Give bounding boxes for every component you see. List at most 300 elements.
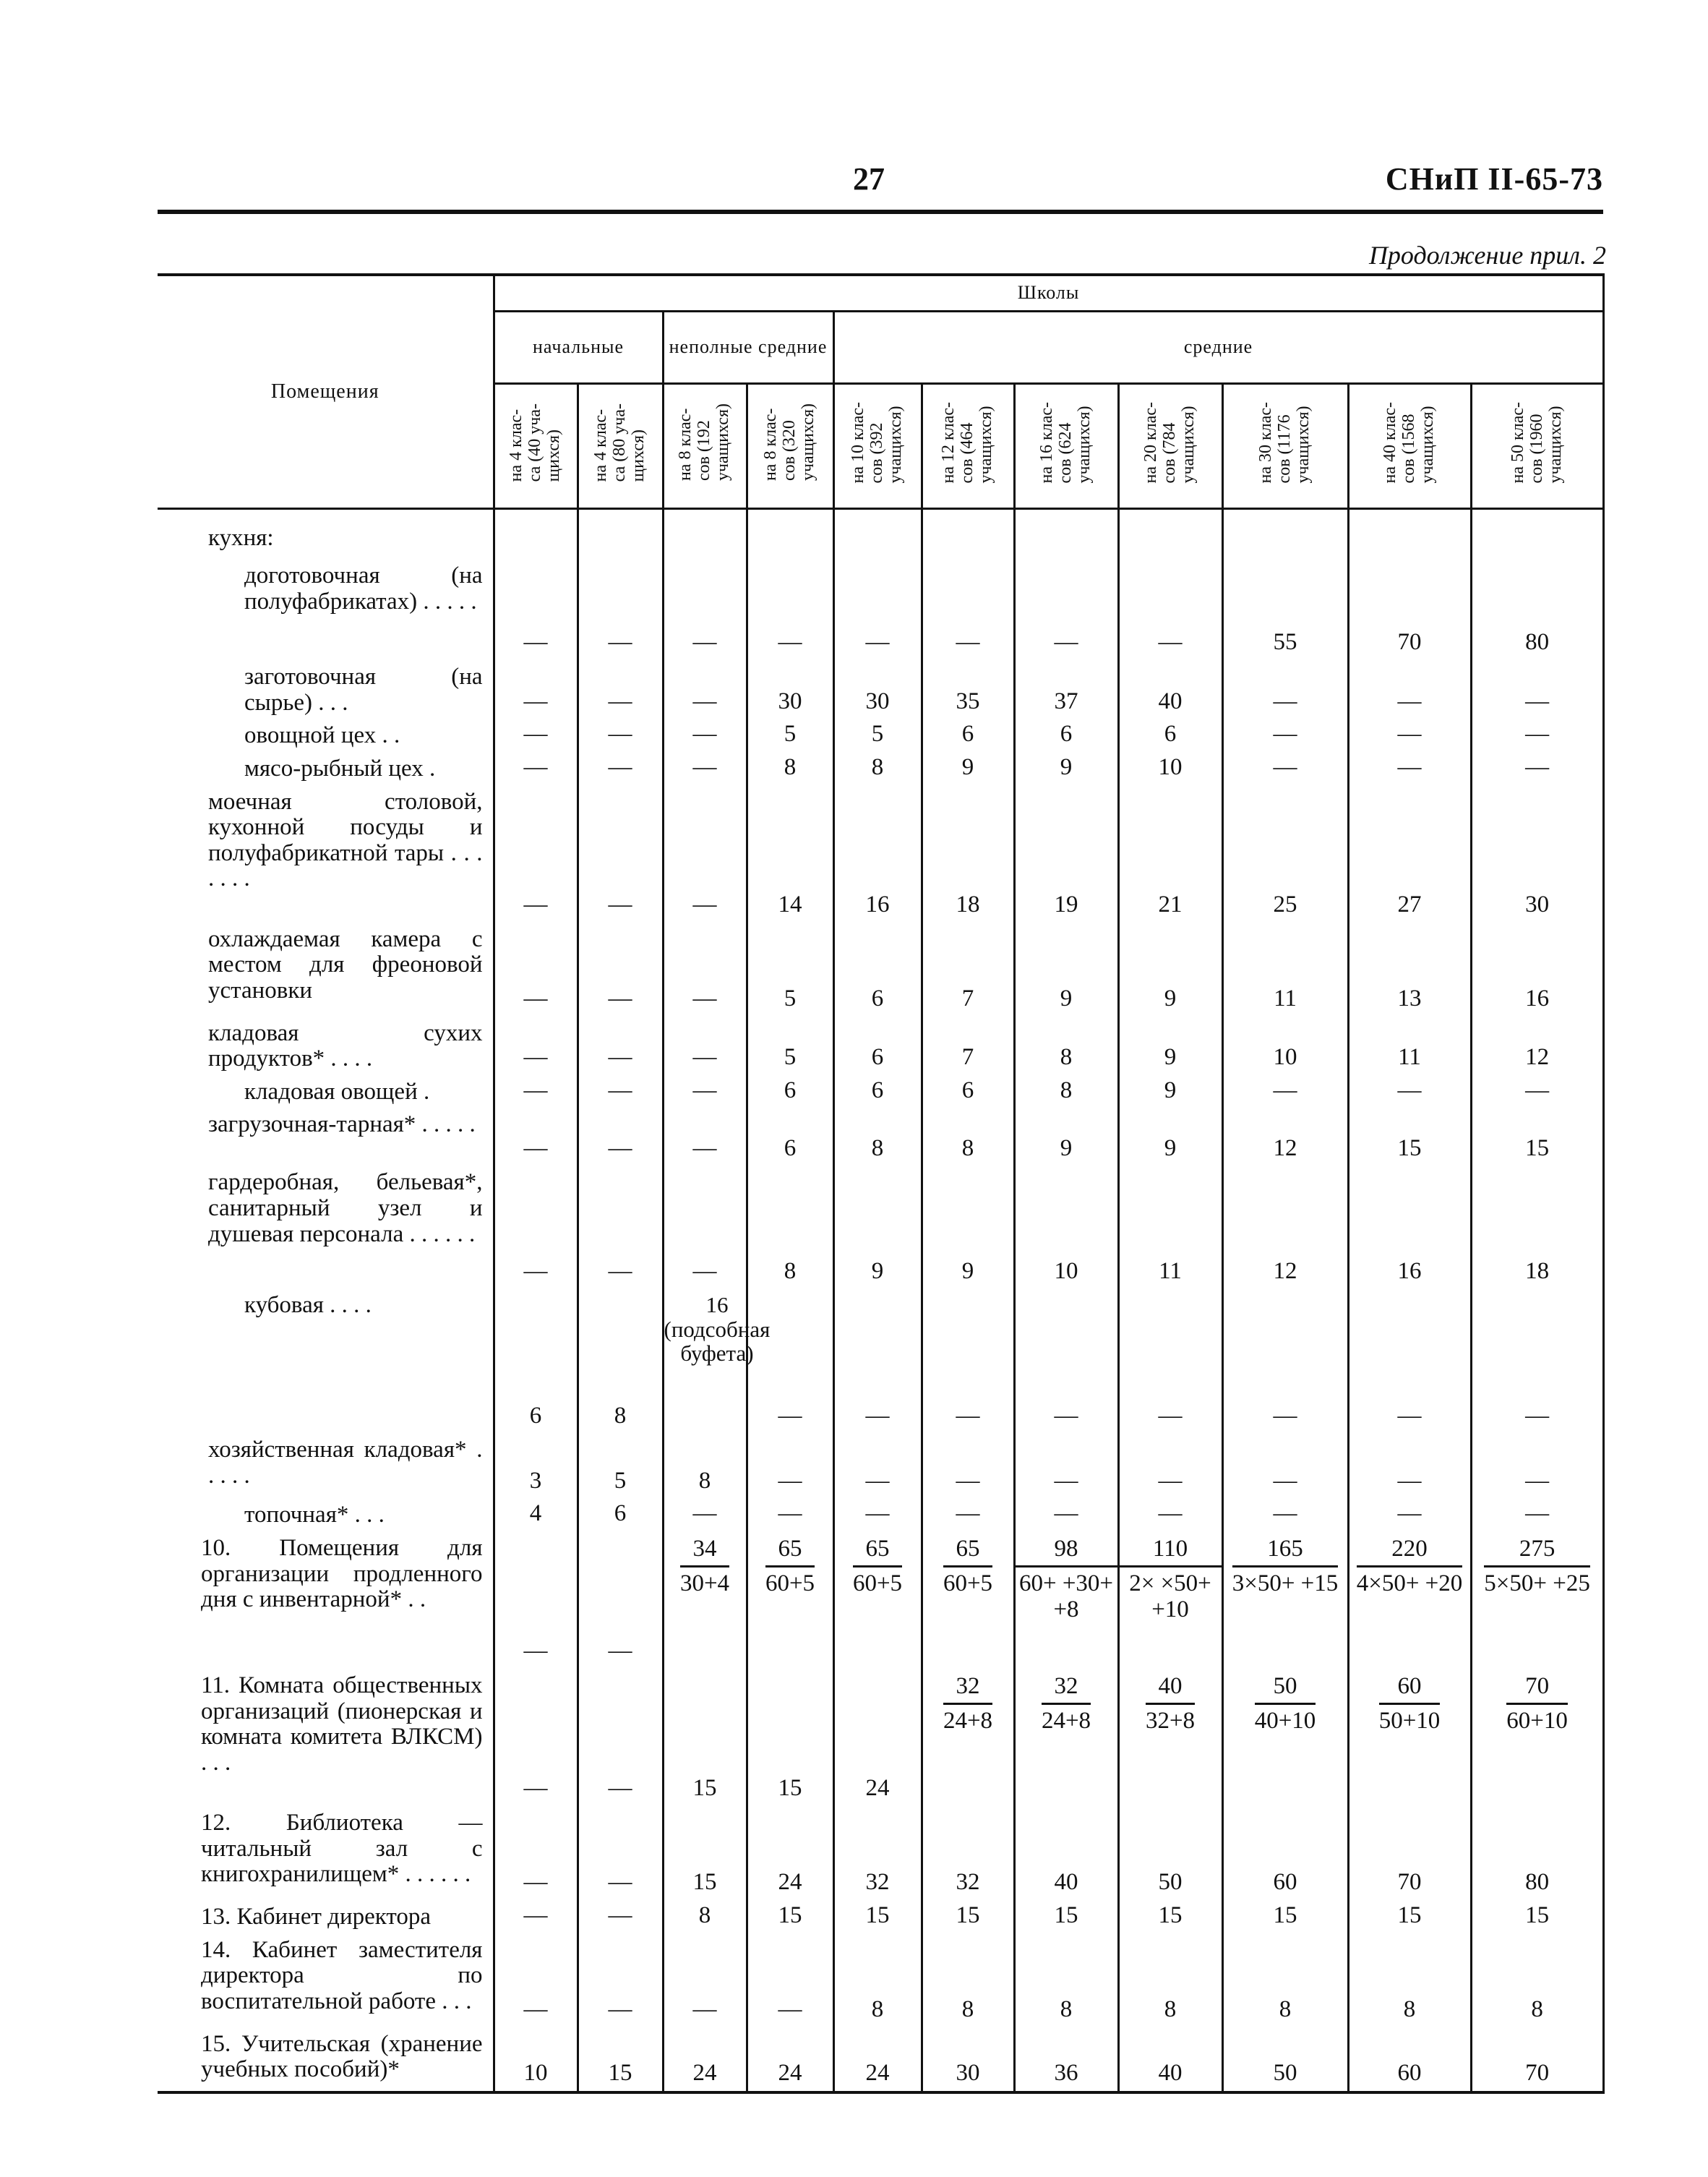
room-name: 10. Помещения для организации продленного дня с инвентарной* . . bbox=[158, 1531, 494, 1669]
fraction-numerator: 32 bbox=[943, 1673, 992, 1705]
value-cell bbox=[578, 1166, 663, 1288]
value-cell bbox=[747, 559, 833, 660]
table-row bbox=[158, 1017, 1603, 1075]
value-text: 4 bbox=[529, 1500, 542, 1527]
column-header-label: на 40 клас- сов (1568 учащихся) bbox=[1381, 401, 1437, 484]
value-text: 25 bbox=[1273, 891, 1297, 918]
value-cell bbox=[578, 1806, 663, 1900]
value-text: 40 bbox=[1054, 1869, 1078, 1896]
fraction-value bbox=[1016, 1536, 1117, 1626]
value-text: 16 bbox=[865, 891, 890, 918]
value-text: 12 bbox=[1525, 1044, 1550, 1071]
value-text: — bbox=[608, 1996, 632, 2022]
value-text: 8 bbox=[1060, 1996, 1073, 2022]
value-cell bbox=[494, 1288, 578, 1433]
table-row bbox=[158, 1806, 1603, 1900]
value-cell bbox=[663, 559, 747, 660]
value-cell bbox=[1222, 1108, 1348, 1166]
room-name: топочная* . . . bbox=[158, 1498, 494, 1531]
table-row bbox=[158, 660, 1603, 719]
value-cell bbox=[1118, 1498, 1222, 1531]
value-cell bbox=[578, 1669, 663, 1806]
value-cell bbox=[663, 1806, 747, 1900]
value-text: 8 bbox=[871, 1996, 884, 2022]
value-cell bbox=[494, 1498, 578, 1531]
value-cell bbox=[1348, 785, 1471, 923]
value-text: 6 bbox=[1164, 721, 1177, 748]
table-row bbox=[158, 1166, 1603, 1288]
value-cell bbox=[1118, 752, 1222, 785]
value-text: 11 bbox=[1274, 985, 1297, 1011]
value-cell bbox=[578, 1075, 663, 1108]
value-text: — bbox=[956, 1402, 980, 1429]
room-name: моечная столовой, кухонной посуды и полуфабрикатной тары . . . . . . . bbox=[158, 785, 494, 923]
value-text: 60 bbox=[1397, 2060, 1422, 2086]
fraction-denominator: 50+10 bbox=[1378, 1708, 1441, 1734]
value-text: 32 bbox=[956, 1869, 980, 1896]
value-text: 30 bbox=[1525, 891, 1550, 918]
value-cell bbox=[663, 508, 747, 559]
value-cell bbox=[1348, 2027, 1471, 2092]
room-name: 11. Комната общественных организаций (пионерская и комната комитета ВЛКСМ) . . . bbox=[158, 1669, 494, 1806]
value-text: 8 bbox=[1403, 1996, 1416, 2022]
value-text: — bbox=[692, 985, 717, 1011]
value-cell bbox=[922, 1433, 1014, 1498]
column-header bbox=[922, 383, 1014, 508]
value-cell bbox=[578, 1433, 663, 1498]
value-text: — bbox=[1273, 1500, 1297, 1527]
value-text: — bbox=[1525, 1467, 1550, 1494]
value-cell bbox=[663, 923, 747, 1017]
value-text: 9 bbox=[961, 753, 974, 780]
value-text: — bbox=[692, 1134, 717, 1161]
value-text: 7 bbox=[961, 985, 974, 1011]
value-cell bbox=[833, 719, 922, 752]
room-name: мясо-рыбный цех . bbox=[158, 752, 494, 785]
value-text: — bbox=[608, 1134, 632, 1161]
page-header bbox=[158, 161, 1603, 204]
value-text: 11 bbox=[1398, 1044, 1421, 1071]
value-text: 15 bbox=[778, 1902, 802, 1928]
column-header-label: на 12 клас- сов (464 учащихся) bbox=[939, 401, 995, 484]
value-text: 15 bbox=[1054, 1902, 1078, 1928]
value-cell bbox=[922, 1900, 1014, 1933]
value-cell bbox=[494, 660, 578, 719]
value-text: — bbox=[608, 1638, 632, 1664]
value-cell bbox=[578, 660, 663, 719]
value-cell bbox=[1471, 1900, 1603, 1933]
value-cell bbox=[494, 1433, 578, 1498]
value-cell bbox=[922, 1108, 1014, 1166]
value-cell bbox=[1118, 559, 1222, 660]
value-text: — bbox=[692, 753, 717, 780]
value-text: — bbox=[608, 1257, 632, 1284]
rooms-table bbox=[158, 273, 1605, 2094]
value-cell bbox=[1014, 508, 1118, 559]
fraction-denominator: 60+10 bbox=[1506, 1708, 1568, 1734]
value-text: — bbox=[523, 1257, 548, 1284]
value-cell bbox=[1222, 1531, 1348, 1669]
table-row bbox=[158, 559, 1603, 660]
fraction-numerator: 60 bbox=[1379, 1673, 1441, 1705]
value-text: 8 bbox=[784, 1257, 797, 1284]
value-text: 30 bbox=[956, 2060, 980, 2086]
value-cell bbox=[1118, 1806, 1222, 1900]
fraction-value bbox=[765, 1536, 815, 1599]
value-cell bbox=[833, 1288, 922, 1433]
value-text: — bbox=[1273, 1077, 1297, 1103]
value-text: 10 bbox=[1054, 1257, 1078, 1284]
value-cell bbox=[663, 1288, 771, 1433]
value-cell bbox=[1014, 1669, 1118, 1806]
value-text: — bbox=[1273, 688, 1297, 714]
room-name: 13. Кабинет директора bbox=[158, 1900, 494, 1933]
value-cell bbox=[1348, 1669, 1471, 1806]
value-cell bbox=[1471, 1288, 1603, 1433]
fraction-value bbox=[1379, 1673, 1441, 1737]
value-cell bbox=[833, 1900, 922, 1933]
value-cell bbox=[1222, 508, 1348, 559]
value-cell bbox=[747, 1933, 833, 2027]
column-header-label: на 10 клас- сов (392 учащихся) bbox=[849, 401, 905, 484]
value-text: — bbox=[778, 1996, 802, 2022]
value-text: 15 bbox=[1525, 1902, 1550, 1928]
value-cell bbox=[663, 1531, 747, 1669]
fraction-value bbox=[1232, 1536, 1339, 1599]
fraction-denominator: 30+4 bbox=[679, 1570, 730, 1596]
value-cell bbox=[1118, 719, 1222, 752]
fraction-value bbox=[1357, 1536, 1463, 1599]
value-cell bbox=[747, 1806, 833, 1900]
column-header bbox=[1014, 383, 1118, 508]
value-text: — bbox=[608, 891, 632, 918]
value-cell bbox=[578, 1498, 663, 1531]
fraction-numerator: 50 bbox=[1255, 1673, 1316, 1705]
value-cell bbox=[663, 1075, 747, 1108]
value-text: 24 bbox=[778, 2060, 802, 2086]
value-text: — bbox=[778, 1402, 802, 1429]
room-name: кладовая овощей . bbox=[158, 1075, 494, 1108]
column-header-label: на 4 клас- са (80 уча- щихся) bbox=[591, 403, 648, 482]
value-text: 8 bbox=[1531, 1996, 1543, 2022]
fraction-denominator: 5×50+ +25 bbox=[1484, 1570, 1590, 1596]
value-cell bbox=[1471, 1531, 1603, 1669]
value-text: — bbox=[1397, 1500, 1422, 1527]
value-cell bbox=[747, 923, 833, 1017]
room-name: 14. Кабинет заместителя директора по воспитательной работе . . . bbox=[158, 1933, 494, 2027]
fraction-denominator: 60+5 bbox=[765, 1570, 815, 1596]
column-header-label: на 20 клас- сов (784 учащихся) bbox=[1141, 401, 1198, 484]
value-text: — bbox=[1525, 1500, 1550, 1527]
value-cell bbox=[1014, 719, 1118, 752]
value-text: — bbox=[608, 688, 632, 714]
table-row bbox=[158, 1531, 1603, 1669]
value-text: — bbox=[1397, 721, 1422, 748]
value-cell bbox=[1471, 785, 1603, 923]
value-cell bbox=[578, 785, 663, 923]
value-cell bbox=[1471, 1075, 1603, 1108]
value-text: — bbox=[608, 1902, 632, 1928]
value-text: — bbox=[692, 1077, 717, 1103]
value-cell bbox=[833, 2027, 922, 2092]
value-text: 27 bbox=[1397, 891, 1422, 918]
value-cell bbox=[578, 1933, 663, 2027]
value-cell bbox=[494, 1017, 578, 1075]
value-cell bbox=[1348, 559, 1471, 660]
value-text: 6 bbox=[784, 1134, 797, 1161]
value-text: 9 bbox=[1164, 1044, 1177, 1071]
fraction-value bbox=[1146, 1673, 1195, 1737]
value-cell bbox=[1348, 1108, 1471, 1166]
value-cell bbox=[747, 1669, 833, 1806]
value-cell bbox=[747, 785, 833, 923]
value-cell bbox=[1222, 559, 1348, 660]
table-row bbox=[158, 1075, 1603, 1108]
value-cell bbox=[1014, 660, 1118, 719]
value-text: 15 bbox=[1397, 1134, 1422, 1161]
fraction-numerator: 34 bbox=[680, 1536, 729, 1567]
value-text: — bbox=[608, 985, 632, 1011]
value-cell bbox=[494, 785, 578, 923]
table-row bbox=[158, 1498, 1603, 1531]
value-cell bbox=[747, 1433, 833, 1498]
value-cell bbox=[1471, 1017, 1603, 1075]
value-text: 6 bbox=[871, 985, 884, 1011]
value-cell bbox=[494, 1806, 578, 1900]
value-text: 40 bbox=[1158, 688, 1183, 714]
value-text: 8 bbox=[1060, 1077, 1073, 1103]
value-text: 24 bbox=[865, 2060, 890, 2086]
value-text: 9 bbox=[1060, 753, 1073, 780]
page-number: 27 bbox=[853, 161, 885, 197]
value-text: — bbox=[1158, 1402, 1183, 1429]
value-text: — bbox=[1397, 1402, 1422, 1429]
value-text: 15 bbox=[692, 1775, 717, 1802]
fraction-denominator: 32+8 bbox=[1145, 1708, 1196, 1734]
value-text: — bbox=[1525, 1402, 1550, 1429]
value-cell bbox=[1118, 1900, 1222, 1933]
value-text: — bbox=[1397, 1077, 1422, 1103]
value-cell bbox=[494, 752, 578, 785]
value-text: 9 bbox=[961, 1257, 974, 1284]
value-cell bbox=[833, 1531, 922, 1669]
value-cell bbox=[922, 1166, 1014, 1288]
fraction-value bbox=[853, 1536, 902, 1599]
fraction-denominator: 24+8 bbox=[1041, 1708, 1091, 1734]
fraction-value bbox=[1120, 1536, 1222, 1626]
value-cell bbox=[1471, 1166, 1603, 1288]
value-text: — bbox=[692, 1500, 717, 1527]
value-text: — bbox=[865, 629, 890, 656]
column-header-label: на 4 клас- са (40 уча- щихся) bbox=[507, 403, 563, 482]
value-text: — bbox=[692, 629, 717, 656]
value-text: 8 bbox=[1279, 1996, 1292, 2022]
column-header-label: на 50 клас- сов (1960 учащихся) bbox=[1508, 401, 1565, 484]
value-cell bbox=[747, 1166, 833, 1288]
value-cell bbox=[1118, 1531, 1222, 1669]
value-text: 8 bbox=[614, 1402, 627, 1429]
value-text: — bbox=[523, 753, 548, 780]
value-text: 5 bbox=[784, 985, 797, 1011]
value-cell bbox=[922, 660, 1014, 719]
value-cell bbox=[1014, 559, 1118, 660]
value-cell bbox=[922, 719, 1014, 752]
value-cell bbox=[1014, 785, 1118, 923]
value-cell bbox=[747, 1900, 833, 1933]
value-text: 8 bbox=[784, 753, 797, 780]
value-cell bbox=[1471, 719, 1603, 752]
column-header-label: на 8 клас- сов (192 учащихся) bbox=[676, 403, 732, 482]
value-cell bbox=[1222, 1017, 1348, 1075]
value-text: — bbox=[778, 1500, 802, 1527]
value-cell bbox=[578, 508, 663, 559]
value-text: — bbox=[523, 985, 548, 1011]
value-cell bbox=[922, 1075, 1014, 1108]
value-cell bbox=[1471, 1433, 1603, 1498]
value-text: 11 bbox=[1159, 1257, 1182, 1284]
value-cell bbox=[1471, 2027, 1603, 2092]
value-text: — bbox=[1054, 1500, 1078, 1527]
value-text: 15 bbox=[865, 1902, 890, 1928]
value-cell bbox=[494, 1166, 578, 1288]
value-cell bbox=[494, 1075, 578, 1108]
value-cell bbox=[922, 1017, 1014, 1075]
value-cell bbox=[1348, 719, 1471, 752]
value-text: 70 bbox=[1397, 629, 1422, 656]
table-row bbox=[158, 1433, 1603, 1498]
value-text: 32 bbox=[865, 1869, 890, 1896]
header-schools: Школы bbox=[494, 275, 1603, 311]
table-row bbox=[158, 508, 1603, 559]
value-cell bbox=[1118, 660, 1222, 719]
room-name: кухня: bbox=[158, 508, 494, 559]
value-cell bbox=[1222, 660, 1348, 719]
value-text: — bbox=[523, 688, 548, 714]
value-cell bbox=[1222, 719, 1348, 752]
value-cell bbox=[1222, 1806, 1348, 1900]
value-cell bbox=[1348, 1806, 1471, 1900]
value-text: 7 bbox=[961, 1044, 974, 1071]
value-cell bbox=[1348, 1933, 1471, 2027]
value-cell bbox=[747, 1075, 833, 1108]
column-header-label: на 30 клас- сов (1176 учащихся) bbox=[1256, 401, 1313, 484]
value-cell bbox=[922, 1288, 1014, 1433]
value-cell bbox=[663, 1933, 747, 2027]
value-cell bbox=[1222, 785, 1348, 923]
table-row bbox=[158, 923, 1603, 1017]
value-cell bbox=[1348, 1017, 1471, 1075]
value-cell bbox=[1348, 1075, 1471, 1108]
header-group-incomplete-secondary: неполные средние bbox=[663, 311, 833, 383]
value-text: 24 bbox=[692, 2060, 717, 2086]
value-text: 15 bbox=[956, 1902, 980, 1928]
value-text: 6 bbox=[871, 1044, 884, 1071]
value-cell bbox=[1348, 752, 1471, 785]
value-cell bbox=[1222, 1900, 1348, 1933]
value-cell bbox=[1014, 1900, 1118, 1933]
value-cell bbox=[833, 1669, 922, 1806]
value-cell bbox=[663, 719, 747, 752]
value-cell bbox=[1118, 1075, 1222, 1108]
value-text: — bbox=[956, 1467, 980, 1494]
room-name: 12. Библиотека — читальный зал с книгохранилищем* . . . . . . bbox=[158, 1806, 494, 1900]
value-text: 80 bbox=[1525, 1869, 1550, 1896]
value-cell bbox=[663, 1017, 747, 1075]
value-cell bbox=[1014, 1288, 1118, 1433]
value-text: 9 bbox=[871, 1257, 884, 1284]
value-cell bbox=[922, 1806, 1014, 1900]
header-group-secondary: средние bbox=[833, 311, 1603, 383]
value-text: — bbox=[692, 721, 717, 748]
value-cell bbox=[578, 1017, 663, 1075]
value-cell bbox=[663, 1108, 747, 1166]
value-cell bbox=[1471, 1933, 1603, 2027]
column-header bbox=[747, 383, 833, 508]
value-cell bbox=[1348, 508, 1471, 559]
header-rooms: Помещения bbox=[158, 275, 494, 508]
value-text: 10 bbox=[523, 2060, 548, 2086]
value-text: 9 bbox=[1164, 1134, 1177, 1161]
value-cell bbox=[833, 559, 922, 660]
value-text: 9 bbox=[1060, 985, 1073, 1011]
value-cell bbox=[922, 752, 1014, 785]
value-cell bbox=[663, 660, 747, 719]
value-cell bbox=[578, 1108, 663, 1166]
value-cell bbox=[663, 1433, 747, 1498]
value-cell bbox=[578, 719, 663, 752]
value-text: — bbox=[1158, 1467, 1183, 1494]
room-name: кладовая сухих продуктов* . . . . bbox=[158, 1017, 494, 1075]
value-cell bbox=[1222, 923, 1348, 1017]
value-cell bbox=[1348, 660, 1471, 719]
value-text: 9 bbox=[1060, 1134, 1073, 1161]
value-text: — bbox=[1397, 753, 1422, 780]
value-text: — bbox=[523, 1044, 548, 1071]
value-cell bbox=[747, 2027, 833, 2092]
fraction-value bbox=[1484, 1536, 1590, 1599]
value-text: 24 bbox=[865, 1775, 890, 1802]
value-cell bbox=[663, 1669, 747, 1806]
value-cell bbox=[747, 508, 833, 559]
value-cell bbox=[663, 752, 747, 785]
value-cell bbox=[833, 1806, 922, 1900]
value-text: — bbox=[865, 1500, 890, 1527]
value-cell bbox=[1471, 923, 1603, 1017]
value-text: 8 bbox=[1060, 1044, 1073, 1071]
value-text: 6 bbox=[614, 1500, 627, 1527]
fraction-denominator: 60+ +30+ +8 bbox=[1018, 1570, 1114, 1623]
value-text: — bbox=[523, 1869, 548, 1896]
value-text: — bbox=[523, 1996, 548, 2022]
value-text: 8 bbox=[698, 1467, 711, 1494]
fraction-numerator: 65 bbox=[765, 1536, 815, 1567]
value-text: 9 bbox=[1164, 1077, 1177, 1103]
value-cell bbox=[1348, 1433, 1471, 1498]
value-cell bbox=[494, 1108, 578, 1166]
value-cell bbox=[1014, 1531, 1118, 1669]
column-header bbox=[1222, 383, 1348, 508]
value-cell bbox=[578, 1900, 663, 1933]
value-text: 50 bbox=[1158, 1869, 1183, 1896]
value-cell bbox=[1118, 785, 1222, 923]
value-cell bbox=[1471, 508, 1603, 559]
value-text: 3 bbox=[529, 1467, 542, 1494]
value-text: 19 bbox=[1054, 891, 1078, 918]
fraction-value bbox=[943, 1673, 992, 1737]
fraction-numerator: 275 bbox=[1484, 1536, 1590, 1567]
value-text: 70 bbox=[1397, 1869, 1422, 1896]
value-text: 15 bbox=[778, 1775, 802, 1802]
